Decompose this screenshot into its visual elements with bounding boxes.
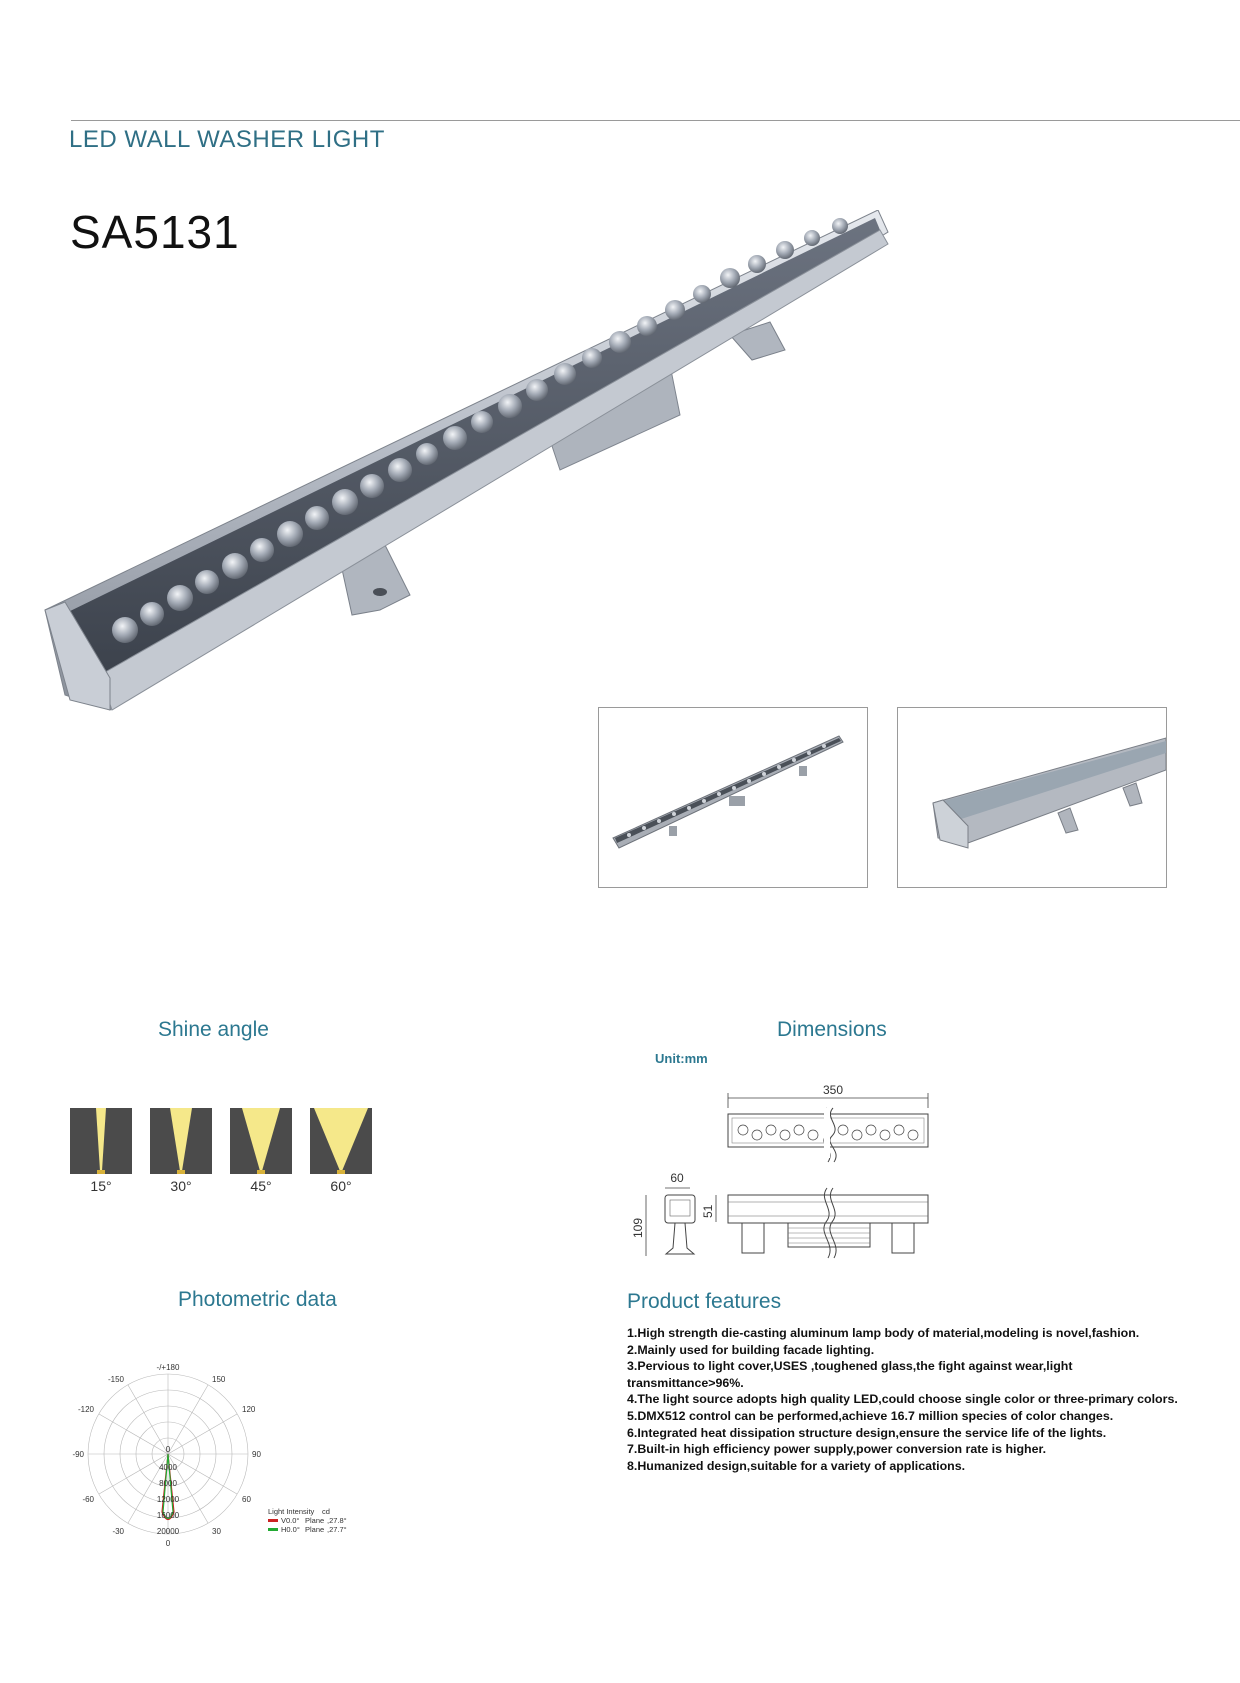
legend-plane-word: Plane <box>305 1516 325 1525</box>
shine-angle-label: 15° <box>90 1178 112 1194</box>
feature-item: 4.The light source adopts high quality LED,could choose single color or three-primary colors. <box>627 1392 1178 1407</box>
polar-angle-label: -/+180 <box>156 1363 180 1372</box>
shine-angle-label: 30° <box>170 1178 192 1194</box>
dimensions-heading: Dimensions <box>777 1018 887 1041</box>
features-heading: Product features <box>627 1290 782 1313</box>
polar-diagram <box>68 1362 368 1562</box>
product-model: SA5131 <box>70 206 240 258</box>
product-thumbnail-closeup <box>897 707 1167 888</box>
feature-item: 5.DMX512 control can be performed,achieve 16.7 million species of color changes. <box>627 1408 1114 1423</box>
header-rule <box>71 120 1240 121</box>
feature-item: 3.Pervious to light cover,USES ,toughened glass,the fight against wear,light transmittance>96%. <box>627 1359 1073 1390</box>
polar-angle-label: 150 <box>212 1375 226 1384</box>
feature-item: 8.Humanized design,suitable for a variety of applications. <box>627 1458 966 1473</box>
dimension-length: 350 <box>822 1083 844 1097</box>
legend-plane-v-value: ,27.8° <box>327 1516 347 1525</box>
feature-item: 6.Integrated heat dissipation structure design,ensure the service life of the lights. <box>627 1425 1107 1440</box>
polar-angle-label: 60 <box>242 1495 251 1504</box>
polar-radial-label: 12000 <box>156 1495 180 1504</box>
dimension-width: 60 <box>670 1171 684 1185</box>
shine-angle-heading: Shine angle <box>158 1018 269 1041</box>
polar-angle-label: 120 <box>242 1405 256 1414</box>
legend-plane-v: V0.0° <box>281 1516 300 1525</box>
shine-angle-45 <box>230 1108 292 1194</box>
polar-radial-label: 16000 <box>156 1511 180 1520</box>
legend-plane-h: H0.0° <box>281 1525 300 1534</box>
polar-radial-label: 8000 <box>159 1479 177 1488</box>
polar-legend-unit: cd <box>322 1507 330 1516</box>
features-list <box>627 1325 1187 1474</box>
polar-angle-label: -60 <box>82 1495 94 1504</box>
polar-radial-label: 0 <box>165 1445 171 1454</box>
shine-angle-60 <box>310 1108 372 1194</box>
polar-angle-label: 90 <box>252 1450 261 1459</box>
polar-angle-label: -30 <box>112 1527 124 1536</box>
shine-angle-30 <box>150 1108 212 1194</box>
feature-item: 7.Built-in high efficiency power supply,power conversion rate is higher. <box>627 1442 1047 1457</box>
shine-angle-row <box>70 1108 372 1198</box>
dimension-height: 109 <box>631 1217 645 1238</box>
feature-item: 2.Mainly used for building facade lighting. <box>627 1342 875 1357</box>
polar-angle-label: 0 <box>165 1539 171 1548</box>
product-thumbnail-full <box>598 707 868 888</box>
polar-angle-label: -150 <box>107 1375 124 1384</box>
shine-angle-15 <box>70 1108 132 1194</box>
dimension-profile-height: 51 <box>701 1204 715 1218</box>
polar-radial-label: 20000 <box>156 1527 180 1536</box>
dimensions-drawing <box>630 1078 940 1268</box>
polar-legend-title: Light Intensity <box>268 1507 315 1516</box>
product-main-image <box>40 210 960 770</box>
feature-item: 1.High strength die-casting aluminum lamp body of material,modeling is novel,fashion. <box>627 1326 1140 1340</box>
polar-angle-label: -120 <box>77 1405 94 1414</box>
product-category: LED WALL WASHER LIGHT <box>69 126 385 153</box>
polar-angle-label: 30 <box>212 1527 221 1536</box>
shine-angle-label: 45° <box>250 1178 272 1194</box>
polar-angle-label: -90 <box>72 1450 84 1459</box>
legend-plane-h-value: ,27.7° <box>327 1525 347 1534</box>
polar-radial-label: 4000 <box>159 1463 177 1472</box>
shine-angle-label: 60° <box>330 1178 352 1194</box>
dimensions-unit: Unit:mm <box>655 1051 708 1066</box>
photometric-heading: Photometric data <box>178 1288 337 1311</box>
legend-plane-word: Plane <box>305 1525 325 1534</box>
